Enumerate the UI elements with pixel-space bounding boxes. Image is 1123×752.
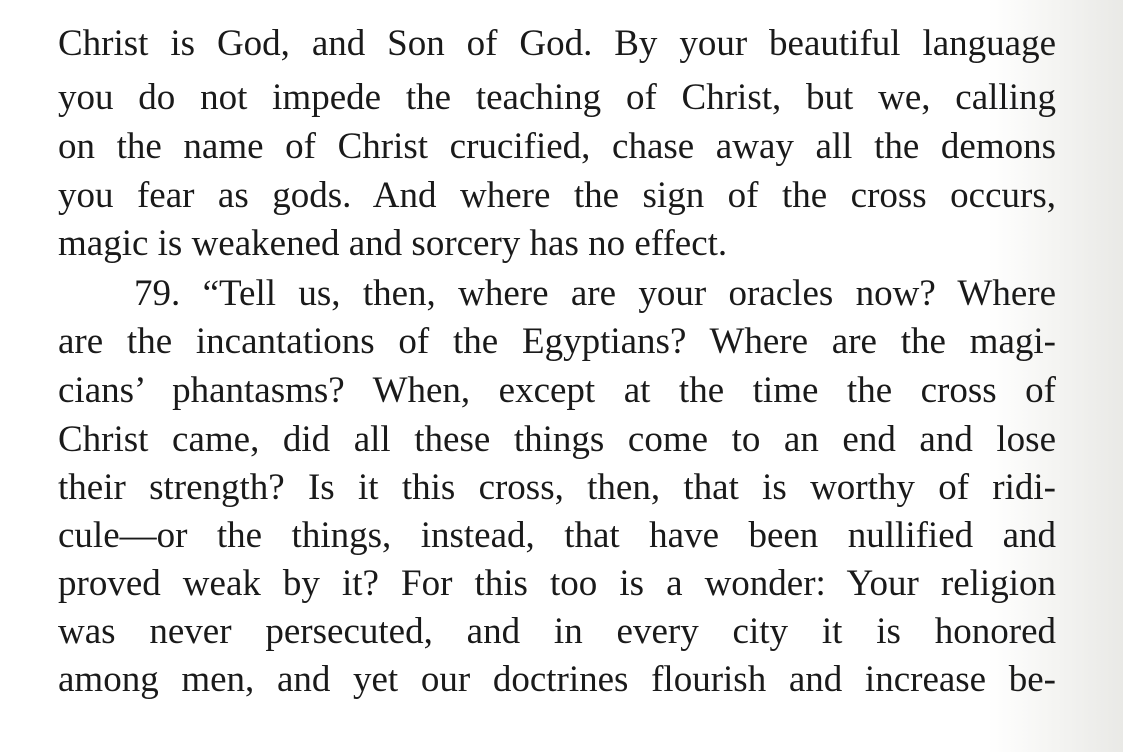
text-line-cut-off bbox=[58, 704, 1056, 752]
text-line: on the name of Christ crucified, chase away all the demons bbox=[58, 126, 1056, 167]
text-line: was never persecuted, and in every city it is honored bbox=[58, 611, 1056, 652]
text-line: their strength? Is it this cross, then, that is worthy of ridi- bbox=[58, 467, 1056, 508]
text-line: cians’ phantasms? When, except at the time the cross of bbox=[58, 370, 1056, 411]
text-line: magic is weakened and sorcery has no effect. bbox=[58, 223, 728, 264]
paragraph-start-line: 79. “Tell us, then, where are your oracles now? Where bbox=[134, 273, 1056, 314]
text-line: Christ is God, and Son of God. By your beautiful language bbox=[58, 23, 1056, 64]
text-line: you do not impede the teaching of Christ, but we, calling bbox=[58, 77, 1056, 118]
text-line: Christ came, did all these things come to an end and lose bbox=[58, 419, 1056, 460]
text-line: cule—or the things, instead, that have been nullified and bbox=[58, 515, 1056, 556]
text-line: are the incantations of the Egyptians? Where are the magi- bbox=[58, 321, 1056, 362]
text-line: you fear as gods. And where the sign of the cross occurs, bbox=[58, 175, 1056, 216]
text-line: proved weak by it? For this too is a wonder: Your religion bbox=[58, 563, 1056, 604]
text-line: among men, and yet our doctrines flourish and increase be- bbox=[58, 659, 1056, 700]
